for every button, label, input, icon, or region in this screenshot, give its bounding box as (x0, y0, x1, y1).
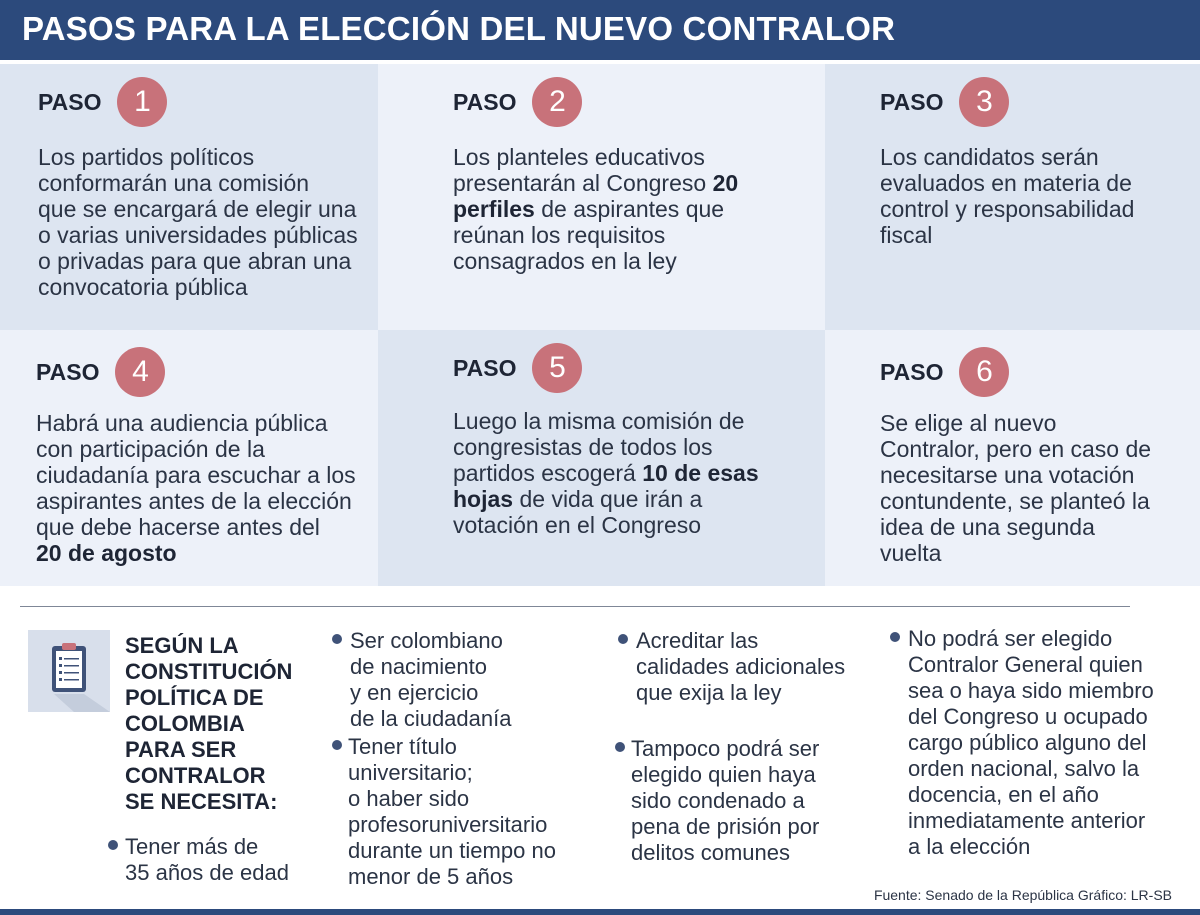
requirement-item: Tener más de 35 años de edad (125, 834, 289, 885)
bullet-icon (108, 840, 118, 850)
step-5-panel (378, 330, 825, 586)
step-3-panel (825, 64, 1200, 330)
requirements-title: SEGÚN LA CONSTITUCIÓN POLÍTICA DE COLOMBIA PARA SER CONTRALOR SE NECESITA: (125, 633, 293, 814)
requirement-item: No podrá ser elegido Contralor General quien sea o haya sido miembro del Congreso u ocupado cargo público alguno del orden nacional, salvo la docencia, en el año inmediatamente anterior a la elección (908, 626, 1154, 859)
section-divider (20, 606, 1130, 607)
step-label: PASO (36, 358, 100, 385)
header-bar (0, 0, 1200, 60)
step-label: PASO (880, 88, 944, 115)
bullet-icon (618, 634, 628, 644)
step-number-badge: 5 (532, 343, 582, 393)
requirement-item: Ser colombiano de nacimiento y en ejercicio de la ciudadanía (350, 628, 512, 731)
step-number-badge: 1 (117, 77, 167, 127)
step-description: Los candidatos serán evaluados en materia de control y responsabilidad fiscal (880, 144, 1135, 248)
step-label: PASO (453, 354, 517, 381)
step-4-panel (0, 330, 378, 586)
step-description: Habrá una audiencia pública con participación de la ciudadanía para escuchar a los aspirantes antes de la elección que debe hacerse antes del 20 de agosto (36, 410, 356, 566)
bullet-icon (332, 634, 342, 644)
step-description: Se elige al nuevo Contralor, pero en caso de necesitarse una votación contundente, se planteó la idea de una segunda vuelta (880, 410, 1152, 566)
step-number-badge: 4 (115, 347, 165, 397)
step-1-panel (0, 64, 378, 330)
step-description: Los planteles educativos presentarán al Congreso 20 perfiles de aspirantes que reúnan los requisitos consagrados en la ley (453, 144, 739, 274)
steps-grid (0, 64, 1200, 586)
step-number-badge: 6 (959, 347, 1009, 397)
step-number-badge: 2 (532, 77, 582, 127)
step-description: Los partidos políticos conformarán una comisión que se encargará de elegir una o varias universidades públicas o privadas para que abran una convocatoria pública (38, 144, 358, 300)
step-label: PASO (880, 358, 944, 385)
requirement-item: Tener título universitario; o haber sido profesoruniversitario durante un tiempo no menor de 5 años (348, 734, 556, 889)
step-label: PASO (38, 88, 102, 115)
requirement-item: Tampoco podrá ser elegido quien haya sido condenado a pena de prisión por delitos comunes (631, 736, 820, 865)
page-title: PASOS PARA LA ELECCIÓN DEL NUEVO CONTRALOR (22, 10, 896, 47)
step-6-panel (825, 330, 1200, 586)
bullet-icon (615, 742, 625, 752)
step-number-badge: 3 (959, 77, 1009, 127)
footer-bar (0, 909, 1200, 915)
clipboard-icon (28, 630, 110, 712)
step-description: Luego la misma comisión de congresistas de todos los partidos escogerá 10 de esas hojas de vida que irán a votación en el Congreso (453, 408, 759, 538)
bullet-icon (890, 632, 900, 642)
step-2-panel (378, 64, 825, 330)
bullet-icon (332, 740, 342, 750)
source-credit: Fuente: Senado de la República Gráfico: LR-SB (873, 887, 1172, 903)
step-label: PASO (453, 88, 517, 115)
requirement-item: Acreditar las calidades adicionales que exija la ley (636, 628, 846, 705)
